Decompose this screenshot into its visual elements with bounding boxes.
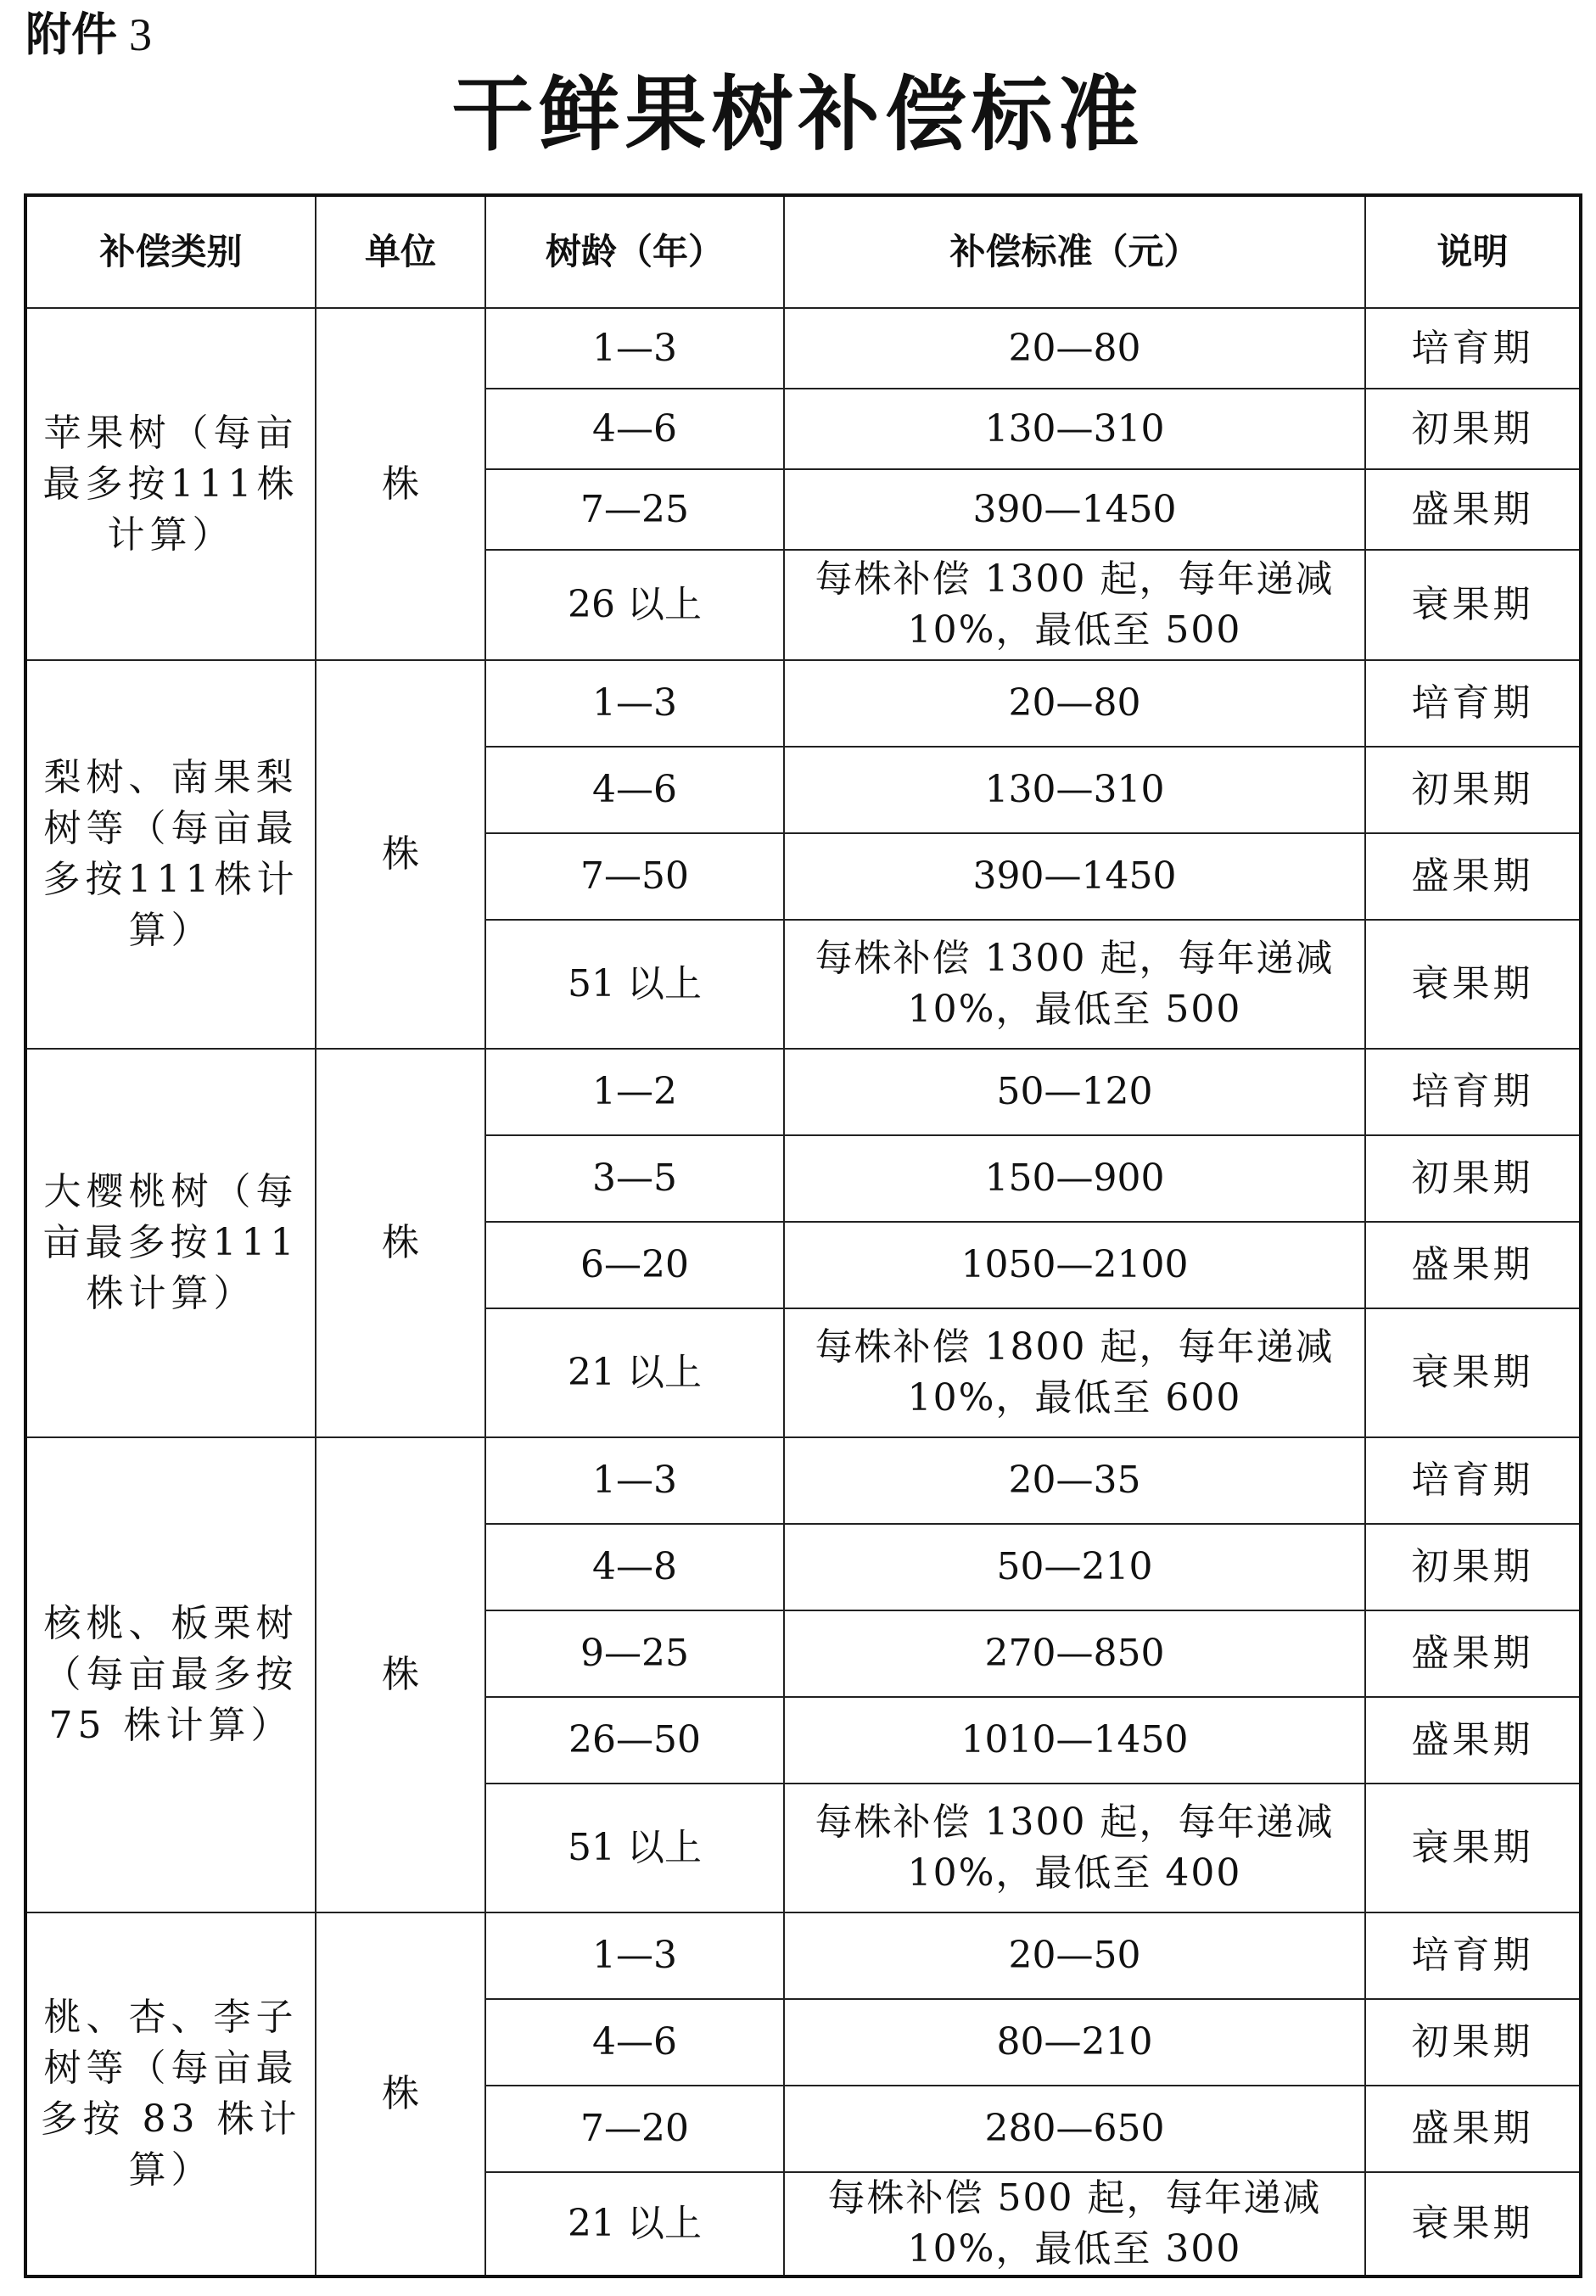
age-cell: 1—2 [485,1049,784,1135]
standard-cell: 20—80 [784,660,1365,747]
note-cell: 初果期 [1365,1524,1581,1610]
standard-cell: 50—120 [784,1049,1365,1135]
age-cell: 9—25 [485,1610,784,1697]
standard-cell: 150—900 [784,1135,1365,1222]
standard-cell: 每株补偿 1300 起，每年递减 10%，最低至 400 [784,1784,1365,1912]
note-cell: 盛果期 [1365,1610,1581,1697]
age-cell: 4—6 [485,747,784,833]
age-cell: 1—3 [485,1912,784,1999]
standard-cell: 每株补偿 1800 起，每年递减 10%，最低至 600 [784,1308,1365,1437]
standard-cell: 50—210 [784,1524,1365,1610]
age-cell: 7—25 [485,469,784,550]
age-cell: 1—3 [485,660,784,747]
note-cell: 衰果期 [1365,1784,1581,1912]
age-cell: 6—20 [485,1222,784,1308]
standard-cell: 280—650 [784,2086,1365,2172]
standard-cell: 20—80 [784,308,1365,389]
standard-cell: 每株补偿 1300 起，每年递减 10%，最低至 500 [784,550,1365,660]
note-cell: 初果期 [1365,1135,1581,1222]
note-cell: 衰果期 [1365,1308,1581,1437]
standard-cell: 130—310 [784,389,1365,469]
standard-cell: 1050—2100 [784,1222,1365,1308]
note-cell: 培育期 [1365,308,1581,389]
header-standard: 补偿标准（元） [784,195,1365,308]
category-cell: 苹果树（每亩最多按111株计算） [25,308,316,660]
note-cell: 盛果期 [1365,833,1581,920]
unit-cell: 株 [316,1437,485,1912]
table-row [25,308,1581,389]
age-cell: 4—6 [485,389,784,469]
page-title: 干鲜果树补偿标准 [451,67,1145,162]
age-cell: 26—50 [485,1697,784,1784]
header-category: 补偿类别 [25,195,316,308]
header-note: 说明 [1365,195,1581,308]
note-cell: 培育期 [1365,1912,1581,1999]
standard-cell: 20—35 [784,1437,1365,1524]
category-cell: 梨树、南果梨树等（每亩最多按111株计算） [25,660,316,1049]
age-cell: 3—5 [485,1135,784,1222]
unit-cell: 株 [316,660,485,1049]
age-cell: 4—6 [485,1999,784,2086]
table-row [25,1049,1581,1135]
note-cell: 盛果期 [1365,1697,1581,1784]
standard-cell: 390—1450 [784,833,1365,920]
age-cell: 21 以上 [485,2172,784,2276]
category-cell: 大樱桃树（每亩最多按111株计算） [25,1049,316,1437]
table-row [25,1437,1581,1524]
table-row [25,1912,1581,1999]
note-cell: 衰果期 [1365,550,1581,660]
age-cell: 7—20 [485,2086,784,2172]
compensation-table [24,193,1582,2278]
standard-cell: 1010—1450 [784,1697,1365,1784]
standard-cell: 每株补偿 1300 起，每年递减 10%，最低至 500 [784,920,1365,1049]
note-cell: 初果期 [1365,747,1581,833]
standard-cell: 130—310 [784,747,1365,833]
standard-cell: 80—210 [784,1999,1365,2086]
attachment-word: 附件 [25,8,117,61]
note-cell: 培育期 [1365,1437,1581,1524]
note-cell: 初果期 [1365,1999,1581,2086]
age-cell: 26 以上 [485,550,784,660]
attachment-label [25,5,152,64]
table-header-row [25,195,1581,308]
age-cell: 7—50 [485,833,784,920]
standard-cell: 270—850 [784,1610,1365,1697]
age-cell: 51 以上 [485,1784,784,1912]
age-cell: 4—8 [485,1524,784,1610]
category-cell: 桃、杏、李子树等（每亩最多按 83 株计算） [25,1912,316,2276]
standard-cell: 20—50 [784,1912,1365,1999]
attachment-number: 3 [129,9,152,60]
age-cell: 1—3 [485,308,784,389]
header-unit: 单位 [316,195,485,308]
unit-cell: 株 [316,1912,485,2276]
unit-cell: 株 [316,1049,485,1437]
table-row [25,660,1581,747]
table-body [25,308,1581,2276]
unit-cell: 株 [316,308,485,660]
note-cell: 培育期 [1365,1049,1581,1135]
note-cell: 衰果期 [1365,920,1581,1049]
note-cell: 培育期 [1365,660,1581,747]
note-cell: 衰果期 [1365,2172,1581,2276]
standard-cell: 每株补偿 500 起，每年递减 10%，最低至 300 [784,2172,1365,2276]
age-cell: 51 以上 [485,920,784,1049]
note-cell: 盛果期 [1365,2086,1581,2172]
age-cell: 21 以上 [485,1308,784,1437]
note-cell: 盛果期 [1365,1222,1581,1308]
note-cell: 初果期 [1365,389,1581,469]
header-age: 树龄（年） [485,195,784,308]
note-cell: 盛果期 [1365,469,1581,550]
age-cell: 1—3 [485,1437,784,1524]
standard-cell: 390—1450 [784,469,1365,550]
category-cell: 核桃、板栗树（每亩最多按 75 株计算） [25,1437,316,1912]
